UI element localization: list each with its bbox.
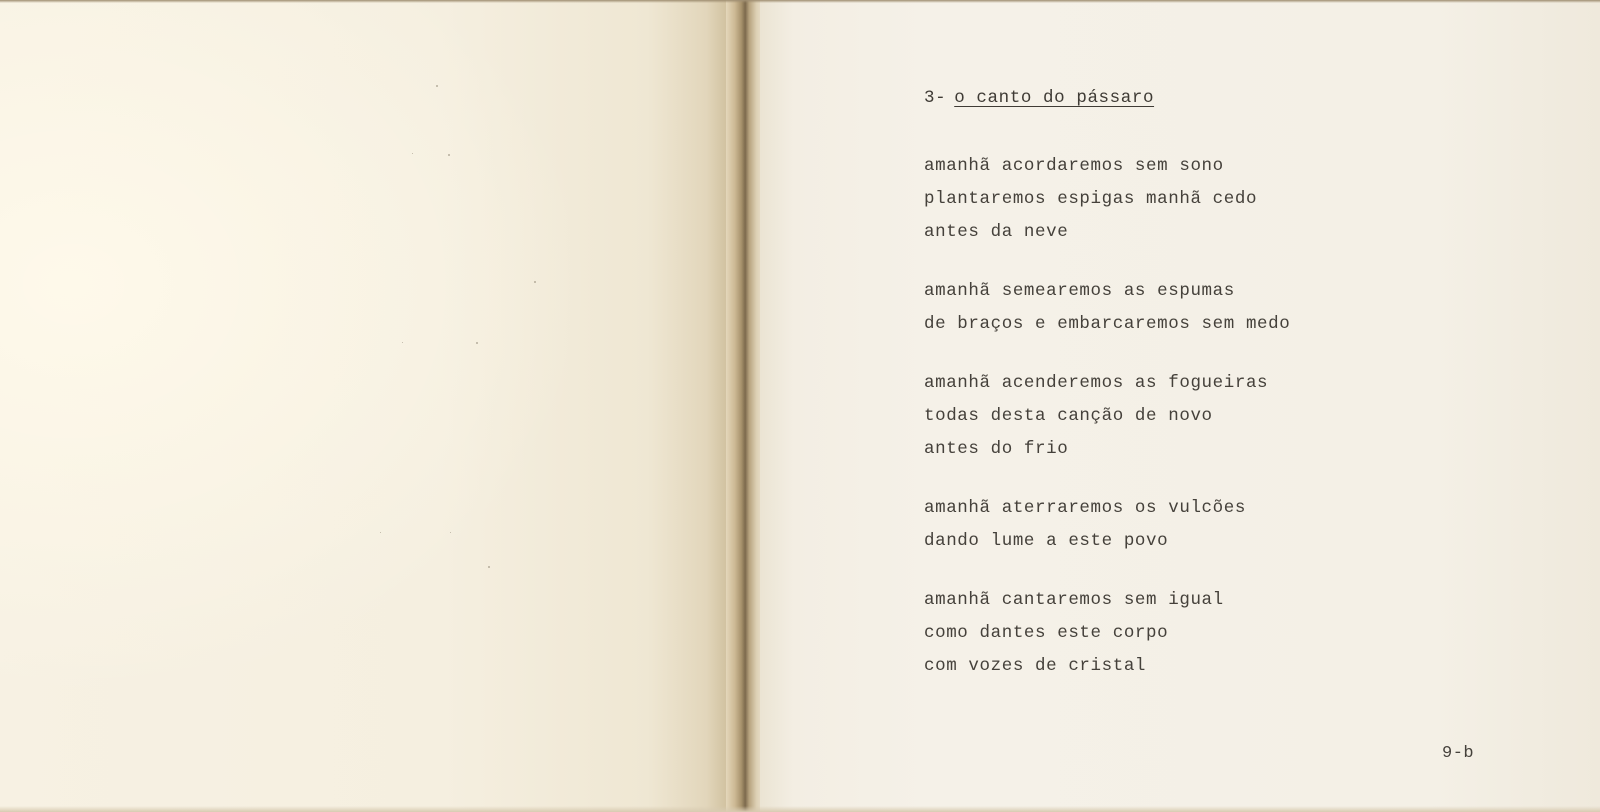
poem-line: amanhã semearemos as espumas [924, 281, 1235, 301]
stanza-4 [924, 492, 1524, 558]
paper-speck [534, 281, 536, 283]
poem-line: amanhã aterraremos os vulcões [924, 498, 1246, 518]
poem-line: antes do frio [924, 439, 1069, 459]
paper-speck [448, 154, 450, 156]
paper-speck [450, 532, 451, 533]
page-top-edge [0, 0, 1600, 3]
poem [924, 84, 1524, 709]
poem-line: todas desta canção de novo [924, 406, 1213, 426]
paper-speck [436, 85, 438, 87]
poem-line: antes da neve [924, 222, 1069, 242]
stanza-2 [924, 275, 1524, 341]
poem-title-text: o canto do pássaro [954, 88, 1155, 108]
poem-line: amanhã acenderemos as fogueiras [924, 373, 1269, 393]
poem-line: dando lume a este povo [924, 531, 1169, 551]
paper-speck [402, 342, 403, 343]
paper-speck [412, 153, 413, 154]
stanza-5 [924, 584, 1524, 683]
poem-line: amanhã cantaremos sem igual [924, 590, 1224, 610]
page-bottom-edge [0, 806, 1600, 812]
poem-line: plantaremos espigas manhã cedo [924, 189, 1258, 209]
poem-line: como dantes este corpo [924, 623, 1169, 643]
poem-line: de braços e embarcaremos sem medo [924, 314, 1291, 334]
left-page [0, 0, 736, 812]
poem-title [924, 84, 1524, 112]
paper-speck [488, 566, 490, 568]
stanza-3 [924, 367, 1524, 466]
poem-line: amanhã acordaremos sem sono [924, 156, 1224, 176]
paper-speck [476, 342, 478, 344]
stanza-1 [924, 150, 1524, 249]
poem-line: com vozes de cristal [924, 656, 1147, 676]
paper-speck [380, 532, 381, 533]
page-number: 9-b [1442, 744, 1475, 763]
poem-title-number: 3- [924, 88, 947, 108]
